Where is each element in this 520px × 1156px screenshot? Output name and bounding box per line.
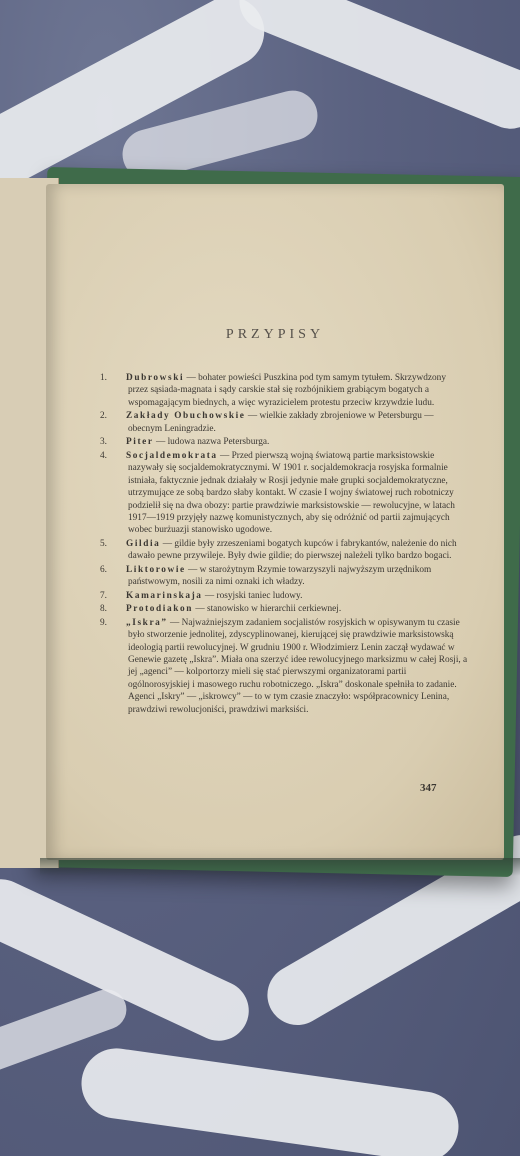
fabric-pattern [77,1044,463,1156]
book-shadow [40,858,520,876]
right-page [46,184,504,860]
note-item: 3. Piter — ludowa nazwa Petersburga. [100,437,270,448]
note-item: 5. Gildia — gildie były zrzeszeniami bogatych kupców i fabrykantów, należenie do nich dawało pewne przywileje. Były dwie gildie; do pierwszej należeli tylko bardzo bogaci. [100,538,457,562]
notes-list [100,372,468,717]
note-item: 7. Kamarinskaja — rosyjski taniec ludowy. [100,590,303,601]
page-number: 347 [420,782,437,794]
note-item: 2. Zakłady Obuchowskie — wielkie zakłady zbrojeniowe w Petersburgu — obecnym Leningradzie. [100,411,434,434]
note-item: 6. Liktorowie — w starożytnym Rzymie towarzyszyli najwyższym urzędnikom państwowym, nosili za nimi oznaki ich władzy. [100,564,432,588]
note-item: 4. Socjaldemokrata — Przed pierwszą wojną światową partie marksistowskie nazywały się socjaldemokratycznymi. W 1901 r. socjaldemokracja rosyjska formalnie istniała, faktycznie jednak działały w Rosji jedynie małe grupki socjaldemokratyczne, utrzymujące ze sobą bardzo słaby kontakt. W czasie I wojny światowej ruch robotniczy podzielił się na dwa obozy: partie prawdziwie marksistowskie — rewolucyjne, w latach 1917—1919 przyjęły nazwę komunistycznych, aby się odróżnić od partii zajmujących wobec burżuazji stanowisko ugodowe. [100,450,455,536]
page-title: PRZYPISY [225,327,325,342]
note-item: 9. „Iskra” — Najważniejszym zadaniem socjalistów rosyjskich w opisywanym tu czasie było stworzenie jednolitej, zdyscyplinowanej, kierującej się prawdziwie marksistowską ideologią partii rewolucyjnej. W grudniu 1900 r. Włodzimierz Lenin zaczął wydawać w Genewie gazetę „Iskra”. Miała ona szerzyć idee rewolucyjnego marksizmu w całej Rosji, a jej „agenci” — kolportorzy mieli się stać pierwszymi organizatorami partii ogólnorosyjskiej i masowego ruchu robotniczego. „Iskra” doskonale spełniła to zadanie. Agenci „Iskry” — „iskrowcy” — to w tym czasie znaczyło: współpracownicy Lenina, prawdziwi rewolucjoniści, prawdziwi marksiści. [100,617,468,715]
note-item: 8. Protodiakon — stanowisko w hierarchii cerkiewnej. [100,604,342,615]
note-item: 1. Dubrowski — bohater powieści Puszkina pod tym samym tytułem. Skrzywdzony przez sąsiada-magnata i sądy carskie stał się rozbójnikiem grabiącym bogatych a wspomagającym biednych, a więc wyrazicielem protestu przeciw krzywdzie ludu. [100,373,446,408]
